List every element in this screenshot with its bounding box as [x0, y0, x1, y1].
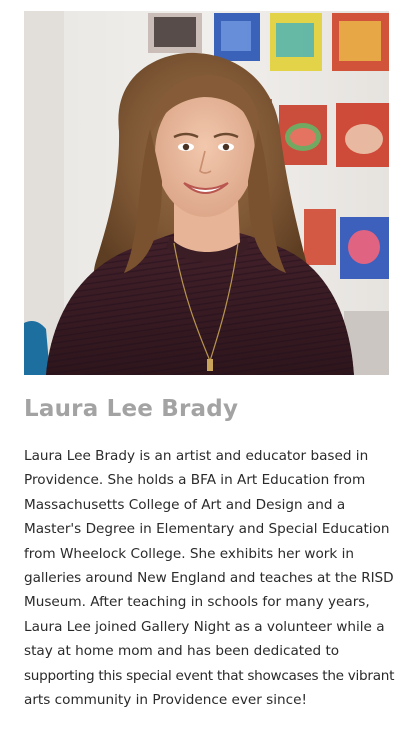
bio-line: arts community in Providence ever since! [24, 692, 307, 709]
bio-line: stay at home mom and has been dedicated to [24, 643, 340, 660]
person-name: Laura Lee Brady [24, 396, 239, 422]
bio-line: Museum. After teaching in schools for many years, [24, 594, 370, 611]
bio-line: galleries around New England and teaches at the RISD [24, 570, 394, 587]
bio-line: Massachusetts College of Art and Design and a [24, 496, 346, 513]
bio-line: Providence. She holds a BFA in Art Education from [24, 472, 366, 489]
portrait-photo [24, 11, 389, 375]
bio-line: Master's Degree in Elementary and Special Education [24, 521, 390, 538]
bio-line: Laura Lee Brady is an artist and educator based in [24, 448, 369, 464]
bio-line: Laura Lee joined Gallery Night as a volunteer while a [24, 618, 385, 635]
bio-line: from Wheelock College. She exhibits her work in [24, 545, 354, 562]
bio-line: supporting this special event that showcases the vibrant [24, 667, 395, 684]
biography-text [24, 444, 394, 712]
